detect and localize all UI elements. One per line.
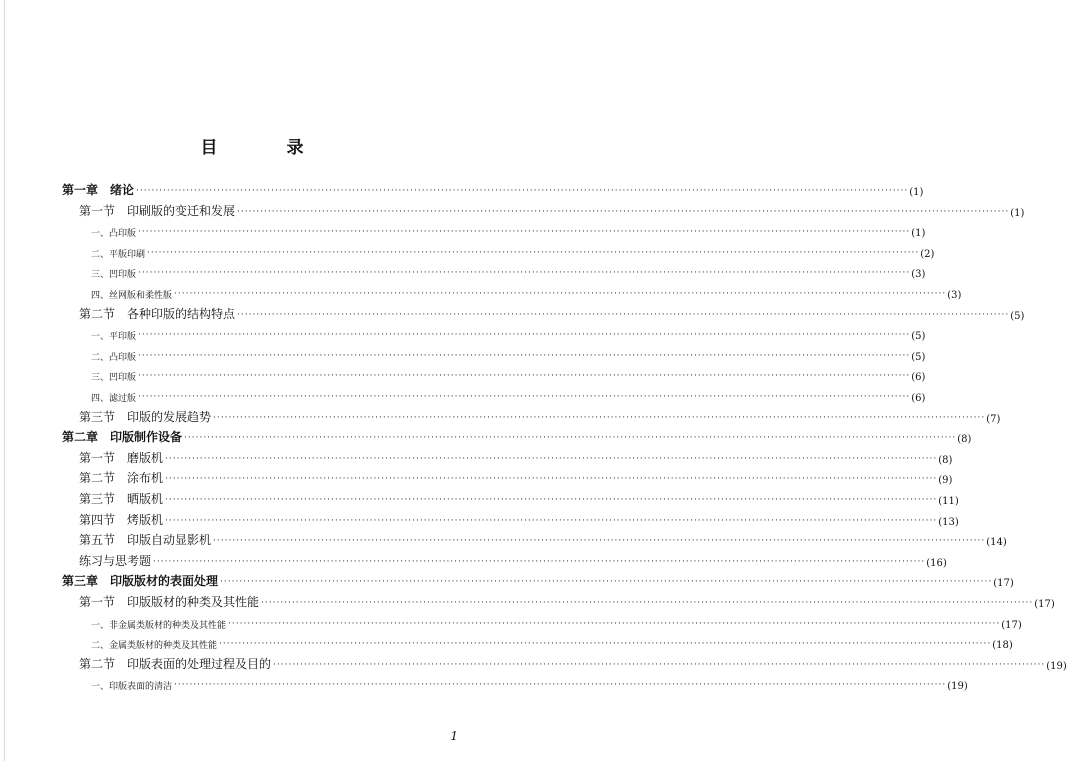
toc-entry [62, 425, 972, 446]
toc-entry-title: 练习与思考题 [79, 553, 152, 568]
toc-entry-title: 第一节 印刷版的变迁和发展 [79, 203, 236, 218]
toc-entry-title: 三、凹印版 [91, 373, 137, 384]
toc-entry [91, 672, 968, 693]
toc-entry [91, 260, 926, 281]
toc-entry [79, 652, 1067, 672]
toc-entry [62, 178, 924, 198]
toc-leader-dots: ········································································································································································································ [237, 206, 1010, 217]
toc-entry-page: (1) [911, 228, 926, 240]
toc-entry-page: (7) [986, 413, 1001, 425]
toc-leader-dots: ········································································································································································································ [138, 350, 911, 361]
toc-entry-page: (16) [926, 557, 947, 569]
toc-leader-dots: ········································································································································································································ [165, 515, 938, 526]
toc-leader-dots: ········································································································································································································ [174, 289, 947, 299]
toc-entry-page: (19) [947, 681, 968, 693]
toc-entry-page: (14) [986, 537, 1007, 549]
toc-entry [62, 569, 1014, 590]
toc-leader-dots: ········································································································································································································ [220, 577, 993, 588]
toc-entry-title: 一、凸印版 [91, 229, 137, 240]
toc-entry [91, 281, 962, 301]
toc-leader-dots: ········································································································································································································ [153, 556, 926, 567]
toc-entry-title: 第二节 涂布机 [79, 471, 164, 486]
toc-leader-dots: ········································································································································································································ [174, 680, 947, 691]
toc-leader-dots: ········································································································································································································ [165, 453, 938, 464]
toc-leader-dots: ········································································································································································································ [184, 433, 957, 444]
toc-entry-title: 第一节 磨版机 [79, 450, 164, 465]
toc-entry-title: 第四节 烤版机 [79, 512, 164, 527]
toc-entry-page: (1) [1010, 207, 1025, 219]
toc-leader-dots: ········································································································································································································ [213, 412, 986, 423]
toc-entry [91, 240, 935, 260]
toc-entry [91, 219, 926, 240]
toc-entry [79, 302, 1025, 322]
toc-entry [79, 405, 1001, 425]
toc-leader-dots: ········································································································································································································ [136, 186, 909, 196]
toc-entry-page: (2) [920, 248, 935, 260]
toc-entry-title: 一、非金属类版材的种类及其性能 [91, 620, 227, 631]
toc-entry-page: (3) [911, 269, 926, 281]
toc-entry-title: 三、凹印版 [91, 270, 137, 281]
toc-leader-dots: ········································································································································································································ [165, 474, 938, 485]
toc-entry-page: (6) [911, 372, 926, 384]
page-number: 1 [450, 729, 458, 743]
toc-entry-title: 二、金属类版材的种类及其性能 [91, 641, 218, 652]
toc-leader-dots: ········································································································································································································ [138, 227, 911, 238]
toc-entry [91, 343, 926, 363]
toc-entry-title: 第一章 绪论 [62, 183, 135, 197]
toc-entry-title: 第三节 晒版机 [79, 492, 164, 506]
toc-entry-title: 第三章 印版版材的表面处理 [62, 574, 219, 589]
toc-leader-dots: ········································································································································································································ [219, 639, 992, 650]
toc-entry [91, 322, 926, 343]
toc-entry-page: (17) [993, 578, 1014, 590]
toc-entry-title: 一、印版表面的清洁 [91, 682, 173, 693]
toc-entry-page: (5) [1010, 310, 1025, 322]
toc-entry-page: (17) [1034, 599, 1055, 610]
toc-entry [91, 631, 1013, 652]
toc-entry [79, 487, 959, 507]
toc-entry-page: (19) [1046, 660, 1067, 672]
toc-entry-page: (5) [911, 331, 926, 343]
toc-entry [79, 528, 1007, 549]
toc-entry-page: (3) [947, 290, 962, 301]
toc-entry [79, 549, 947, 569]
toc-entry-page: (8) [957, 434, 972, 446]
toc-entry-title: 第二章 印版制作设备 [62, 430, 183, 445]
toc-entry-title: 第二节 印版表面的处理过程及目的 [79, 656, 272, 671]
toc-entry-page: (6) [911, 393, 926, 404]
toc-entry-page: (9) [938, 475, 953, 487]
toc-entry-title: 二、凸印版 [91, 352, 137, 363]
toc-entry-page: (5) [911, 351, 926, 363]
toc-entry-title: 四、丝网版和柔性版 [91, 291, 173, 301]
toc-leader-dots: ········································································································································································································ [228, 618, 1001, 629]
toc-entry-title: 第二节 各种印版的结构特点 [79, 306, 236, 321]
page-title: 目 录 [200, 138, 330, 158]
toc-leader-dots: ········································································································································································································ [138, 330, 911, 341]
toc-entry [79, 446, 953, 466]
toc-leader-dots: ········································································································································································································ [273, 659, 1046, 670]
toc-entry [91, 611, 1022, 631]
toc-entry-page: (11) [938, 496, 959, 507]
toc-leader-dots: ········································································································································································································ [138, 371, 911, 382]
toc-entry [91, 363, 926, 384]
toc-entry-title: 第一节 印版版材的种类及其性能 [79, 595, 260, 609]
toc-entry [79, 199, 1025, 219]
toc-entry-title: 第三节 印版的发展趋势 [79, 409, 212, 424]
toc-entry [79, 590, 1055, 610]
toc-entry-page: (17) [1001, 619, 1022, 631]
toc-entry [79, 508, 959, 528]
toc-leader-dots: ········································································································································································································ [165, 495, 938, 505]
toc-leader-dots: ········································································································································································································ [138, 392, 911, 402]
toc-leader-dots: ········································································································································································································ [138, 268, 911, 279]
toc-entry-title: 第五节 印版自动显影机 [79, 533, 212, 548]
toc-entry-title: 二、平版印刷 [91, 249, 146, 260]
toc-leader-dots: ········································································································································································································ [147, 247, 920, 258]
toc-entry-page: (13) [938, 516, 959, 528]
toc-leader-dots: ········································································································································································································ [261, 598, 1034, 608]
scan-edge-line [4, 0, 5, 761]
toc-entry [91, 384, 926, 404]
toc-entry-title: 四、滤过版 [91, 394, 137, 404]
toc-leader-dots: ········································································································································································································ [213, 536, 986, 547]
toc-entry-page: (18) [992, 640, 1013, 652]
toc-leader-dots: ········································································································································································································ [237, 309, 1010, 320]
toc-entry-title: 一、平印版 [91, 332, 137, 343]
toc-entry-page: (1) [909, 187, 924, 198]
toc-entry [79, 466, 953, 487]
toc-entry-page: (8) [938, 454, 953, 466]
